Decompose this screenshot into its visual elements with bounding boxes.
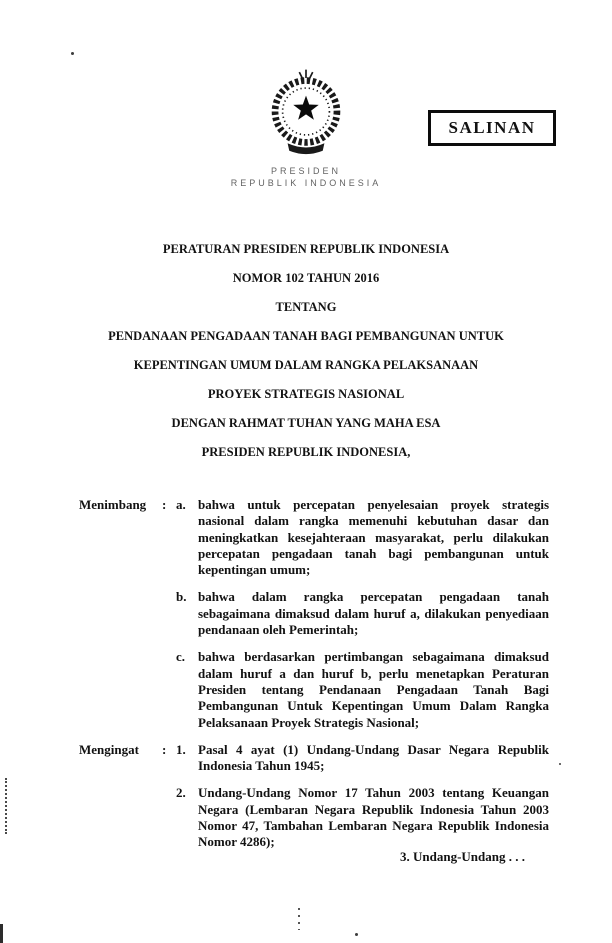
title-line-president: PRESIDEN REPUBLIK INDONESIA, (201, 445, 411, 459)
item-text: bahwa untuk percepatan penyelesaian proyek strategis nasional dalam rangka memenuhi kebutuhan dasar dan meningkatkan kesejahteraan masyarakat, perlu dilakukan percepatan pengadaan tanah bagi pembangunan untuk kepentingan umum; (198, 497, 549, 578)
section-label: Mengingat (79, 741, 139, 757)
letterhead (0, 165, 612, 189)
title-line-invocation: DENGAN RAHMAT TUHAN YANG MAHA ESA (171, 416, 441, 430)
title-line-number: NOMOR 102 TAHUN 2016 (232, 271, 380, 285)
section-colon: : (162, 497, 167, 512)
section-menimbang (79, 497, 549, 731)
scan-artifact-corner (0, 924, 3, 943)
clause-item (79, 785, 549, 850)
item-marker: b. (176, 589, 187, 605)
clause-item (79, 589, 549, 638)
item-text: Undang-Undang Nomor 17 Tahun 2003 tentang Keuangan Negara (Lembaran Negara Republik Indonesia Tahun 2003 Nomor 47, Tambahan Lembaran Negara Republik Indonesia Nomor 4286); (198, 785, 549, 850)
title-line-subject-1: PENDANAAN PENGADAAN TANAH BAGI PEMBANGUNAN UNTUK (108, 329, 504, 343)
title-line-regulation: PERATURAN PRESIDEN REPUBLIK INDONESIA (162, 242, 450, 256)
scan-artifact-dot (355, 933, 358, 936)
clause-item (79, 497, 549, 578)
title-block (40, 243, 572, 475)
item-marker: c. (176, 649, 186, 665)
section-label: Menimbang (79, 497, 147, 512)
item-marker: 1. (176, 741, 186, 757)
item-text: Pasal 4 ayat (1) Undang-Undang Dasar Negara Republik Indonesia Tahun 1945; (198, 741, 549, 774)
scan-artifact-dot (71, 52, 74, 55)
salinan-stamp (428, 110, 556, 146)
presidential-emblem-icon (264, 68, 348, 160)
letterhead-presiden: PRESIDEN (270, 166, 341, 176)
salinan-stamp-label: SALINAN (448, 118, 536, 137)
item-text: bahwa dalam rangka percepatan pengadaan tanah sebagaimana dimaksud dalam huruf a, dilakukan penyediaan pendanaan oleh Pemerintah; (198, 589, 549, 638)
scan-artifact-dotted-edge (5, 778, 7, 834)
scan-artifact-dot (559, 763, 561, 765)
section-mengingat (79, 742, 549, 851)
item-text: bahwa berdasarkan pertimbangan sebagaimana dimaksud dalam huruf a dan huruf b, perlu menetapkan Peraturan Presiden tentang Pendanaan Pengadaan Tanah Bagi Pembangunan Untuk Kepentingan Umum Dalam Rangka Pelaksanaan Proyek Strategis Nasional; (198, 649, 549, 730)
catchword: 3. Undang-Undang . . . (400, 849, 525, 864)
title-line-subject-2: KEPENTINGAN UMUM DALAM RANGKA PELAKSANAAN (133, 358, 479, 372)
section-colon: : (162, 741, 167, 757)
scan-artifact-marks (298, 908, 300, 930)
title-line-subject-3: PROYEK STRATEGIS NASIONAL (207, 387, 405, 401)
item-marker: a. (176, 497, 186, 512)
clause-item (79, 649, 549, 730)
clause-item (79, 742, 549, 775)
item-marker: 2. (176, 785, 186, 801)
letterhead-republik-indonesia: REPUBLIK INDONESIA (230, 178, 382, 188)
title-line-tentang: TENTANG (275, 300, 337, 314)
document-body (79, 497, 549, 862)
